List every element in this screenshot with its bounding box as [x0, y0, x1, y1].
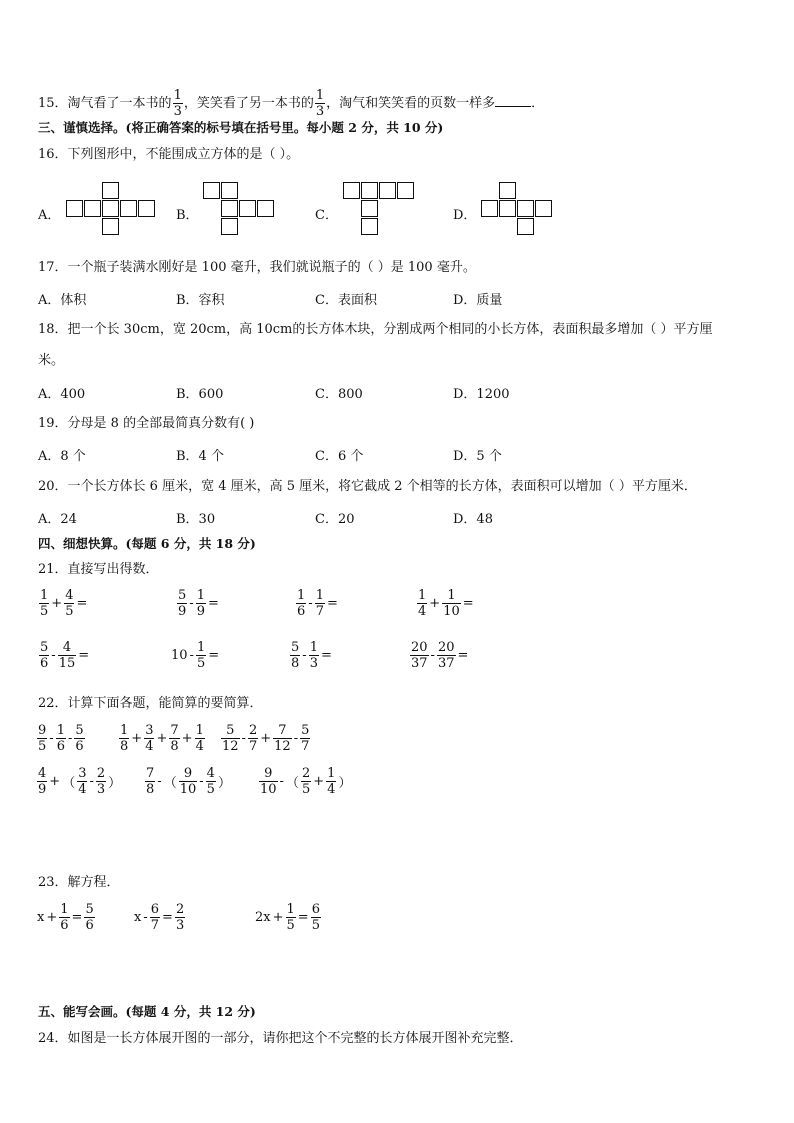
q21-expr-4: $\frac{1}{4}$ + $\frac{1}{10}$ = — [418, 588, 474, 619]
option-a[interactable]: A．体积 — [38, 293, 87, 308]
q22-expr-4: $\frac{4}{9}$ + （ $\frac{3}{4}$ - $\frac{2}{3}$ ） — [38, 766, 122, 797]
option-a[interactable]: A．24 — [38, 512, 77, 527]
q22-expr-6: $\frac{9}{10}$ - （ $\frac{2}{5}$ + $\frac{1}{4}$ ） — [260, 766, 352, 797]
option-d[interactable]: D．5 个 — [453, 449, 502, 464]
q21-expr-7: $\frac{5}{8}$ - $\frac{1}{3}$ = — [291, 640, 332, 671]
option-b[interactable]: B．600 — [176, 387, 224, 402]
question-18-line1: 18．把一个长 30cm，宽 20cm，高 10cm的长方体木块，分割成两个相同的小长方体，表面积最多增加（ ）平方厘 — [38, 322, 713, 337]
option-d[interactable]: D．48 — [453, 512, 493, 527]
fraction: $\frac{1}{3}$ — [315, 88, 325, 119]
question-16: 16．下列图形中，不能围成立方体的是（ ）。 — [38, 147, 300, 162]
answer-blank[interactable] — [495, 94, 531, 107]
option-b[interactable]: B．4 个 — [176, 449, 224, 464]
q21-expr-6: 10 - $\frac{1}{5}$ = — [171, 640, 220, 671]
option-b[interactable]: B．容积 — [176, 293, 225, 308]
question-18-line2: 米。 — [38, 353, 65, 368]
q21-expr-5: $\frac{5}{6}$ - $\frac{4}{15}$ = — [40, 640, 90, 671]
q23-equation-1: x + $\frac{1}{6}$ = $\frac{5}{6}$ — [37, 902, 94, 933]
q22-expr-3: $\frac{5}{12}$ - $\frac{2}{7}$ + $\frac{7}{12}$ - $\frac{5}{7}$ — [222, 723, 310, 754]
option-c[interactable]: C．800 — [315, 387, 363, 402]
question-21: 21．直接写出得数． — [38, 562, 159, 577]
question-15: 15．淘气看了一本书的 $\frac{1}{3}$ ，笑笑看了另一本书的 $\frac{1}{3}$ ，淘气和笑笑看的页数一样多 ． — [38, 88, 545, 119]
option-b[interactable]: B．30 — [176, 512, 216, 527]
option-a-label[interactable]: A． — [38, 208, 61, 223]
question-24: 24．如图是一长方体展开图的一部分，请你把这个不完整的长方体展开图补充完整． — [38, 1031, 523, 1046]
option-d[interactable]: D．质量 — [453, 293, 503, 308]
section-4-heading: 四、细想快算。(每题 6 分，共 18 分) — [38, 536, 256, 551]
section-5-heading: 五、能写会画。(每题 4 分，共 12 分) — [38, 1004, 256, 1019]
q23-equation-2: x - $\frac{6}{7}$ = $\frac{2}{3}$ — [134, 902, 185, 933]
option-a[interactable]: A．400 — [38, 387, 86, 402]
q21-expr-1: $\frac{1}{5}$ + $\frac{4}{5}$ = — [40, 588, 88, 619]
option-c[interactable]: C．20 — [315, 512, 355, 527]
question-17: 17．一个瓶子装满水刚好是 100 毫升，我们就说瓶子的（ ）是 100 毫升。 — [38, 260, 476, 275]
q21-expr-3: $\frac{1}{6}$ - $\frac{1}{7}$ = — [297, 588, 338, 619]
question-19: 19．分母是 8 的全部最简真分数有( ) — [38, 416, 255, 431]
q21-expr-8: $\frac{20}{37}$ - $\frac{20}{37}$ = — [411, 640, 469, 671]
question-23: 23．解方程． — [38, 875, 120, 890]
option-a[interactable]: A．8 个 — [38, 449, 86, 464]
option-d-label[interactable]: D． — [453, 208, 477, 223]
fraction: $\frac{1}{3}$ — [173, 88, 182, 119]
q22-expr-5: $\frac{7}{8}$ - （ $\frac{9}{10}$ - $\frac{4}{5}$ ） — [146, 766, 231, 797]
option-d[interactable]: D．1200 — [453, 387, 510, 402]
q23-equation-3: 2x + $\frac{1}{5}$ = $\frac{6}{5}$ — [255, 902, 320, 933]
option-c[interactable]: C．6 个 — [315, 449, 364, 464]
q22-expr-2: $\frac{1}{8}$ + $\frac{3}{4}$ + $\frac{7}{8}$ + $\frac{1}{4}$ — [120, 723, 204, 754]
q21-expr-2: $\frac{5}{9}$ - $\frac{1}{9}$ = — [178, 588, 219, 619]
option-b-label[interactable]: B． — [176, 208, 199, 223]
question-20: 20．一个长方体长 6 厘米，宽 4 厘米，高 5 厘米，将它截成 2 个相等的长方体，表面积可以增加（ ）平方厘米． — [38, 479, 697, 494]
q22-expr-1: $\frac{9}{5}$ - $\frac{1}{6}$ - $\frac{5}{6}$ — [38, 723, 84, 754]
section-3-heading: 三、谨慎选择。(将正确答案的标号填在括号里。每小题 2 分，共 10 分) — [38, 120, 444, 135]
question-22: 22．计算下面各题，能简算的要简算． — [38, 696, 263, 711]
option-c-label[interactable]: C． — [315, 208, 338, 223]
option-c[interactable]: C．表面积 — [315, 293, 377, 308]
